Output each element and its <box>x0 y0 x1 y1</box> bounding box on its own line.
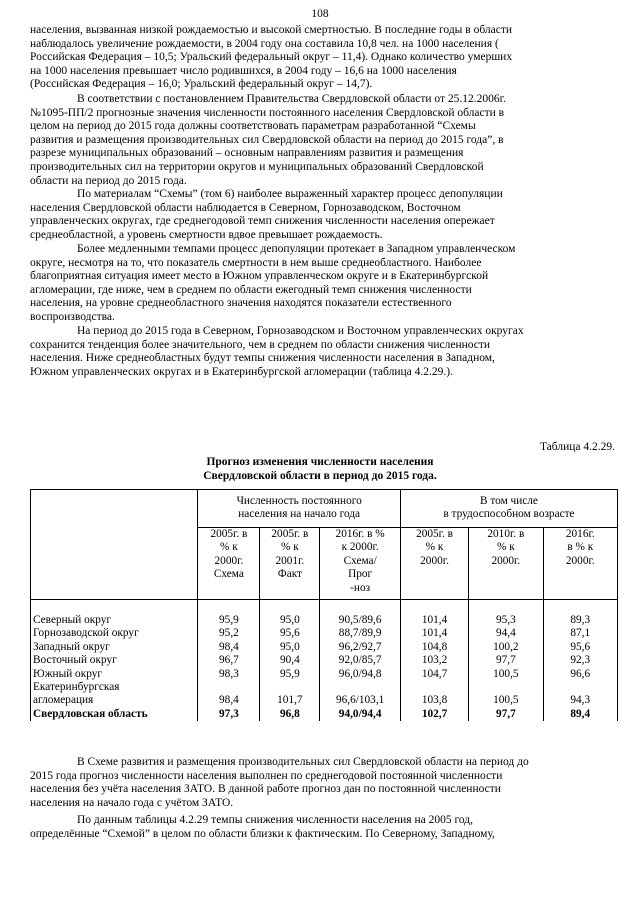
text-line: населения Свердловской области наблюдается в Северном, Горнозаводском, Восточном <box>30 201 461 214</box>
text-line: воспроизводства. <box>30 310 115 323</box>
text-line: на 1000 населения превышает число родившихся, в 2004 году – 16,6 на 1000 населения <box>30 64 457 77</box>
row-name: агломерация <box>33 694 94 707</box>
paragraph-2 <box>30 93 616 188</box>
header-text: населения на начало года <box>238 508 361 521</box>
header-text: % к <box>425 541 444 554</box>
header-text: Схема/ <box>343 554 377 567</box>
text-line: агломерации, где ниже, чем в среднем по области ежегодный темп снижения численности <box>30 283 472 296</box>
text-line: разрезе муниципальных образований – основным направлениям развития и размещения <box>30 147 464 160</box>
total-cell: 94,0/94,4 <box>338 707 382 720</box>
table-cell: 92,0/85,7 <box>338 654 382 667</box>
paragraph-1 <box>30 24 616 92</box>
table-cell-empty <box>262 681 317 694</box>
row-name: Екатеринбургская <box>33 681 120 694</box>
table-header-row-1 <box>31 490 618 528</box>
header-text: к 2000г. <box>341 541 379 554</box>
header-text: 2000г. <box>565 554 595 567</box>
table-title-line-1: Прогноз изменения численности населения <box>206 456 434 468</box>
table-cell: 89,3 <box>570 614 591 626</box>
table-cell: 100,5 <box>493 667 519 680</box>
table-cell-empty <box>471 681 540 694</box>
table-cell: 95,6 <box>570 640 591 653</box>
column-values <box>320 600 401 722</box>
header-text: 2016г. <box>565 528 595 540</box>
header-text: 2005г. в <box>271 528 309 540</box>
column-header <box>400 528 468 600</box>
text-line: Южном управленческих округах и в Екатеринбургской агломерации (таблица 4.2.29.). <box>30 365 453 378</box>
table-cell: 94,4 <box>495 627 516 640</box>
text-line: 2015 года прогноз численности населения выполнен по среднегодовой постоянной численности <box>30 769 503 782</box>
column-values <box>469 600 543 722</box>
text-line: округе, несмотря на то, что показатель смертности в нем выше среднеобластного. Наиболее <box>30 256 482 269</box>
text-line: Более медленными темпами процесс депопуляции протекает в Западном управленческом <box>77 243 516 255</box>
table-cell: 101,4 <box>421 614 448 626</box>
table-cell-empty <box>200 681 257 694</box>
total-cell: 97,7 <box>495 707 516 720</box>
table-cell: 95,0 <box>279 640 300 653</box>
paragraph-4 <box>30 243 616 325</box>
text-line: На период до 2015 года в Северном, Горнозаводском и Восточном управленческих округах <box>77 325 524 337</box>
total-row-name: Свердловская область <box>33 707 148 720</box>
table-cell-empty <box>546 681 615 694</box>
header-text: 2000г. <box>420 554 449 567</box>
table-cell-empty <box>322 681 398 694</box>
page-number: 108 <box>311 8 329 20</box>
header-text: 2000г. <box>491 554 521 567</box>
table-cell: 90,4 <box>279 654 300 667</box>
total-cell: 89,4 <box>570 707 591 720</box>
table-cell: 97,7 <box>495 654 516 667</box>
row-names-cell <box>31 600 198 722</box>
text-line: Российская Федерация – 10,5; Уральский федеральный округ – 11,4). Однако количество умерших <box>30 51 513 64</box>
header-group-working-age <box>400 490 617 528</box>
header-text: Схема <box>213 568 244 581</box>
table-caption: Таблица 4.2.29. <box>539 441 615 453</box>
column-header <box>543 528 617 600</box>
row-name: Западный округ <box>33 640 110 653</box>
table-cell: 100,5 <box>493 694 519 707</box>
header-text: 2005г. в <box>210 528 248 540</box>
table-cell: 96,0/94,8 <box>338 667 382 680</box>
header-text: Численность постоянного <box>236 495 362 507</box>
header-text: 2000г. <box>214 554 244 567</box>
table-cell: 96,6 <box>570 667 591 680</box>
header-text: -ноз <box>350 581 371 594</box>
paragraph-7 <box>30 814 616 841</box>
table-cell: 104,7 <box>421 667 448 680</box>
table-cell: 104,8 <box>421 640 448 653</box>
text-line: целом на период до 2015 года должны соответствовать параметрам разработанной “Схемы <box>30 120 476 133</box>
text-line: сохранится тенденция более значительного, чем в среднем по области снижения численности <box>30 338 491 351</box>
table-cell: 95,9 <box>279 667 300 680</box>
text-line: населения. Ниже среднеобластных будут темпы снижения численности населения в Западном, <box>30 352 495 365</box>
header-text: Факт <box>277 568 302 581</box>
text-line: благоприятная ситуация имеет место в Южном управленческом округе и в Екатеринбургской <box>30 270 489 283</box>
table-cell: 95,3 <box>495 614 516 626</box>
population-forecast-table <box>30 489 618 721</box>
paragraph-3 <box>30 188 616 242</box>
table-cell: 95,2 <box>219 627 239 640</box>
table-cell: 95,9 <box>219 614 239 626</box>
header-text: В том числе <box>479 495 538 507</box>
text-line: населения на начало года с учётом ЗАТО. <box>30 796 234 809</box>
column-header <box>260 528 320 600</box>
header-text: % к <box>496 541 515 554</box>
column-values <box>543 600 617 722</box>
table-cell: 101,7 <box>277 694 303 707</box>
text-line: населения, вызванная низкой рождаемостью и высокой смертностью. В последние годы в области <box>30 24 513 36</box>
header-text: % к <box>281 541 299 554</box>
text-line: населения, на уровне среднеобластного значения находятся показатели естественного <box>30 297 452 310</box>
table-title-line-2: Свердловской области в период до 2015 года. <box>203 470 437 482</box>
table-cell: 95,0 <box>279 614 300 626</box>
table-cell: 98,3 <box>219 667 239 680</box>
column-header <box>320 528 401 600</box>
table-cell: 88,7/89,9 <box>338 627 382 640</box>
table-cell: 90,5/89,6 <box>338 614 382 626</box>
header-text: Прог <box>348 568 373 581</box>
table-cell: 96,7 <box>219 654 239 667</box>
text-line: №1095-ПП/2 прогнозные значения численности постоянного населения Свердловской области в <box>30 106 505 119</box>
header-text: 2005г. в <box>416 528 453 540</box>
text-line: управленческих округах, где среднегодовой темп снижения численности населения опережает <box>30 215 495 228</box>
table-body <box>31 600 618 722</box>
column-header <box>198 528 260 600</box>
row-name: Северный округ <box>33 614 112 626</box>
table-cell: 103,8 <box>421 694 448 707</box>
table-cell: 100,2 <box>493 640 519 653</box>
text-line: населения без учёта населения ЗАТО. В данной работе прогноз дан по постоянной численности <box>30 783 501 796</box>
header-empty-cell <box>31 490 198 600</box>
text-line: области на период до 2015 года. <box>30 174 187 187</box>
text-line: В соответствии с постановлением Правительства Свердловской области от 25.12.2006г. <box>77 93 506 105</box>
text-line: определённые “Схемой” в целом по области близки к фактическим. По Северному, Западному, <box>30 827 495 840</box>
text-line: развития и размещения производительных сил Свердловской области на период до 2015 года”, в <box>30 133 504 146</box>
text-line: В Схеме развития и размещения производительных сил Свердловской области на период до <box>77 756 529 768</box>
table-cell: 92,3 <box>570 654 591 667</box>
row-name: Восточный округ <box>33 654 117 667</box>
paragraph-6 <box>30 756 616 810</box>
header-text: 2001г. <box>275 554 305 567</box>
header-group-total <box>198 490 401 528</box>
paragraph-5 <box>30 325 616 379</box>
total-cell: 96,8 <box>279 707 300 720</box>
header-text: в % к <box>567 541 594 554</box>
header-text: 2016г. в % <box>335 528 385 540</box>
header-text: 2010г. в <box>487 528 525 540</box>
table-cell-empty <box>403 681 466 694</box>
row-name: Южный округ <box>33 667 102 680</box>
text-line: По данным таблицы 4.2.29 темпы снижения численности населения на 2005 год, <box>77 814 474 826</box>
table-cell: 94,3 <box>570 694 591 707</box>
table-cell: 96,6/103,1 <box>335 694 385 707</box>
column-values <box>400 600 468 722</box>
header-text: % к <box>220 541 238 554</box>
table-cell: 98,4 <box>219 640 239 653</box>
total-cell: 97,3 <box>219 707 239 720</box>
header-text: в трудоспособном возрасте <box>443 508 575 521</box>
table-cell: 103,2 <box>421 654 448 667</box>
text-line: наблюдалось увеличение рождаемости, в 2004 году она составила 10,8 чел. на 1000 населения ( <box>30 37 499 50</box>
text-line: По материалам “Схемы” (том 6) наиболее выраженный характер процесс депопуляции <box>77 188 503 200</box>
total-cell: 102,7 <box>421 707 448 720</box>
row-name: Горнозаводской округ <box>33 627 139 640</box>
table-cell: 98,4 <box>219 694 239 707</box>
table-cell: 87,1 <box>570 627 591 640</box>
table-cell: 96,2/92,7 <box>338 640 382 653</box>
column-values <box>198 600 260 722</box>
text-line: производительных сил на территории округов и муниципальных образований Свердловской <box>30 160 484 173</box>
table-cell: 95,6 <box>279 627 300 640</box>
column-header <box>469 528 543 600</box>
text-line: среднеобластной, а уровень смертности вдвое превышает рождаемость. <box>30 228 383 241</box>
table-cell: 101,4 <box>421 627 448 640</box>
column-values <box>260 600 320 722</box>
text-line: (Российская Федерация – 16,0; Уральский федеральный округ – 14,7). <box>30 78 373 91</box>
